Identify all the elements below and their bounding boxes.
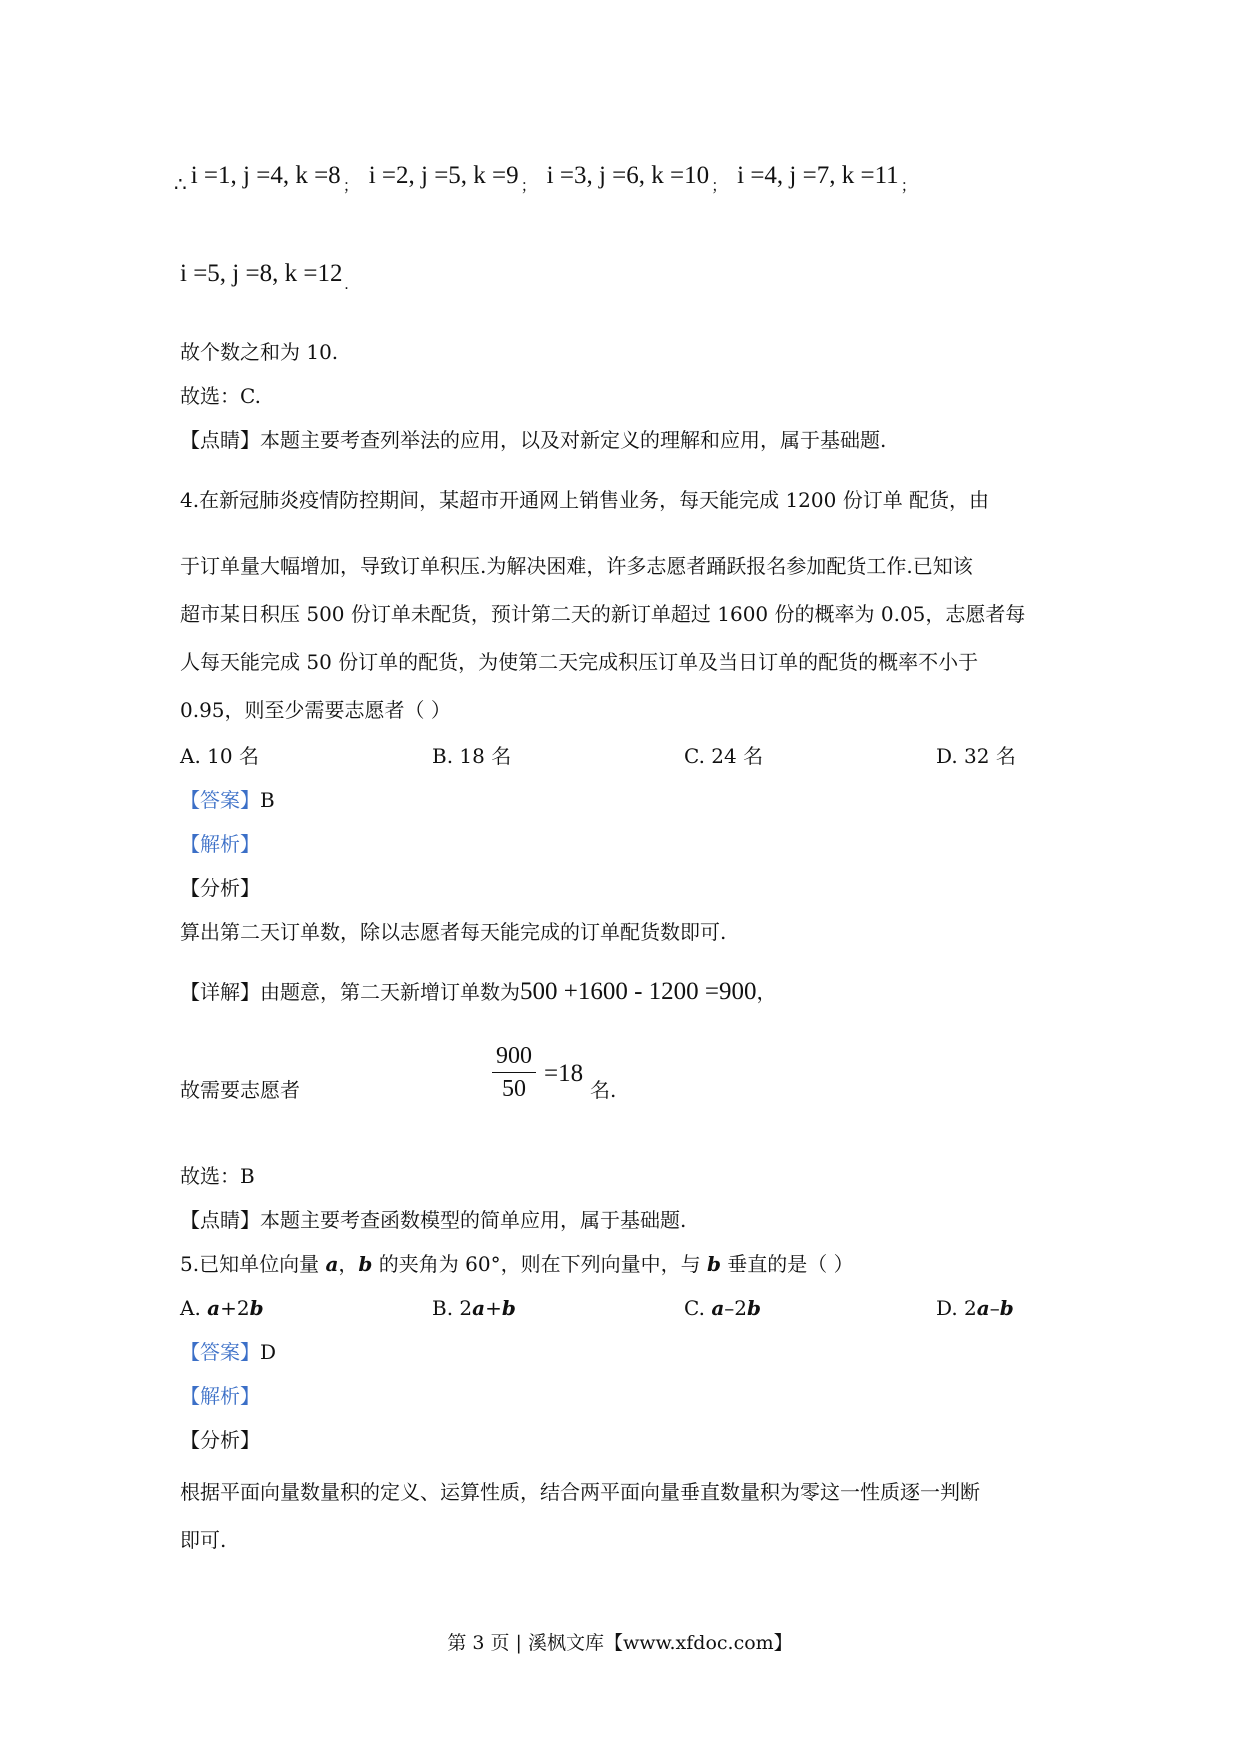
option-letter: A. (180, 1296, 208, 1320)
set-separator: ； (342, 178, 359, 195)
choice-text: 故选：C. (180, 384, 261, 408)
ijk-sets-line-1 (174, 162, 927, 196)
page-footer: 第 3 页 | 溪枫文库【www.xfdoc.com】 (447, 1632, 793, 1654)
q5-answer (180, 1338, 276, 1366)
detail-label: 【详解】 (180, 980, 260, 1004)
option-vector: a (207, 1296, 221, 1320)
q5-fenxi-label: 【分析】 (180, 1428, 260, 1452)
ijk-sets-line-2 (180, 260, 358, 291)
set-separator: ； (711, 178, 728, 195)
set-separator: ； (900, 178, 917, 195)
option-letter: B. 2 (432, 1296, 473, 1320)
detail-end: ， (756, 980, 777, 1004)
q5-option-c (684, 1294, 761, 1322)
option-letter: C. (684, 1296, 712, 1320)
set-separator: ； (520, 178, 537, 195)
fraction-result: =18 (544, 1060, 584, 1087)
detail-expression: 500 +1600 - 1200 =900 (520, 978, 757, 1005)
ijk-set-1: i =1, j =4, k =8 (190, 162, 341, 189)
q5-stem-part-4: 垂直的是（ ） (720, 1252, 854, 1276)
answer-value: B (260, 788, 275, 812)
q4-stem-line-5: 0.95，则至少需要志愿者（ ） (180, 698, 451, 722)
option-operator: +2 (220, 1296, 250, 1320)
comment-text: 【点睛】本题主要考查列举法的应用，以及对新定义的理解和应用，属于基础题. (180, 428, 887, 452)
q4-stem-line-2: 于订单量大幅增加，导致订单积压.为解决困难，许多志愿者踊跃报名参加配货工作.已知该 (180, 554, 973, 578)
q5-option-a (180, 1294, 264, 1322)
q4-option-d: D. 32 名 (936, 744, 1016, 768)
option-vector: b (999, 1296, 1014, 1320)
q4-stem-line-1: 4.在新冠肺炎疫情防控期间，某超市开通网上销售业务，每天能完成 1200 份订单 配货，由 (180, 488, 990, 512)
ijk-set-5: i =5, j =8, k =12 (180, 260, 343, 287)
q5-option-b (432, 1294, 516, 1322)
q4-stem-line-4: 人每天能完成 50 份订单的配货，为使第二天完成积压订单及当日订单的配货的概率不小于 (180, 650, 979, 674)
option-vector: b (501, 1296, 516, 1320)
ijk-set-4: i =4, j =7, k =11 (737, 162, 899, 189)
q5-fenxi-line-1: 根据平面向量数量积的定义、运算性质，结合两平面向量垂直数量积为零这一性质逐一判断 (180, 1480, 980, 1504)
fraction-numerator: 900 (492, 1042, 536, 1073)
option-operator: – (989, 1296, 1000, 1320)
answer-value: D (260, 1340, 277, 1364)
vector-a: a (325, 1252, 339, 1276)
q5-option-d (936, 1294, 1014, 1322)
sum-text: 故个数之和为 10. (180, 340, 339, 364)
q5-stem (180, 1250, 854, 1278)
q4-need-line (180, 1043, 617, 1104)
option-vector: b (249, 1296, 264, 1320)
fraction-denominator: 50 (502, 1076, 526, 1102)
option-vector: a (976, 1296, 990, 1320)
option-vector: a (711, 1296, 725, 1320)
option-letter: D. 2 (936, 1296, 977, 1320)
q5-analysis-label: 【解析】 (180, 1384, 260, 1408)
answer-label: 【答案】 (180, 1340, 260, 1364)
q5-stem-part-2: ， (338, 1252, 359, 1276)
q5-stem-part-1: 5.已知单位向量 (180, 1252, 326, 1276)
q4-option-c: C. 24 名 (684, 744, 764, 768)
q4-analysis-label: 【解析】 (180, 832, 260, 856)
q4-fenxi-label: 【分析】 (180, 876, 260, 900)
q4-choice: 故选：B (180, 1164, 255, 1188)
ijk-set-2: i =2, j =5, k =9 (368, 162, 519, 189)
q5-stem-part-3: 的夹角为 60°，则在下列向量中，与 (372, 1252, 707, 1276)
vector-b: b (358, 1252, 373, 1276)
end-mark: . (344, 276, 349, 293)
need-text: 故需要志愿者 (180, 1078, 300, 1102)
q4-option-a: A. 10 名 (180, 744, 259, 768)
q4-fenxi-text: 算出第二天订单数，除以志愿者每天能完成的订单配货数即可. (180, 920, 727, 944)
q4-option-b: B. 18 名 (432, 744, 512, 768)
option-vector: b (747, 1296, 761, 1320)
q4-answer (180, 786, 275, 814)
option-operator: + (485, 1296, 502, 1320)
q4-stem-line-3: 超市某日积压 500 份订单未配货，预计第二天的新订单超过 1600 份的概率为 0.05，志愿者每 (180, 602, 1026, 626)
detail-text: 由题意，第二天新增订单数为 (260, 980, 520, 1004)
option-operator: –2 (724, 1296, 748, 1320)
need-end: 名. (590, 1078, 617, 1102)
q4-detail (180, 978, 777, 1006)
vector-b: b (706, 1252, 721, 1276)
option-vector: a (472, 1296, 486, 1320)
ijk-set-3: i =3, j =6, k =10 (546, 162, 710, 189)
q4-comment: 【点睛】本题主要考查函数模型的简单应用，属于基础题. (180, 1208, 687, 1232)
q5-fenxi-line-2: 即可. (180, 1528, 227, 1552)
fraction-900-over-50 (492, 1042, 536, 1103)
therefore-symbol: ∴ (174, 174, 187, 196)
answer-label: 【答案】 (180, 788, 260, 812)
